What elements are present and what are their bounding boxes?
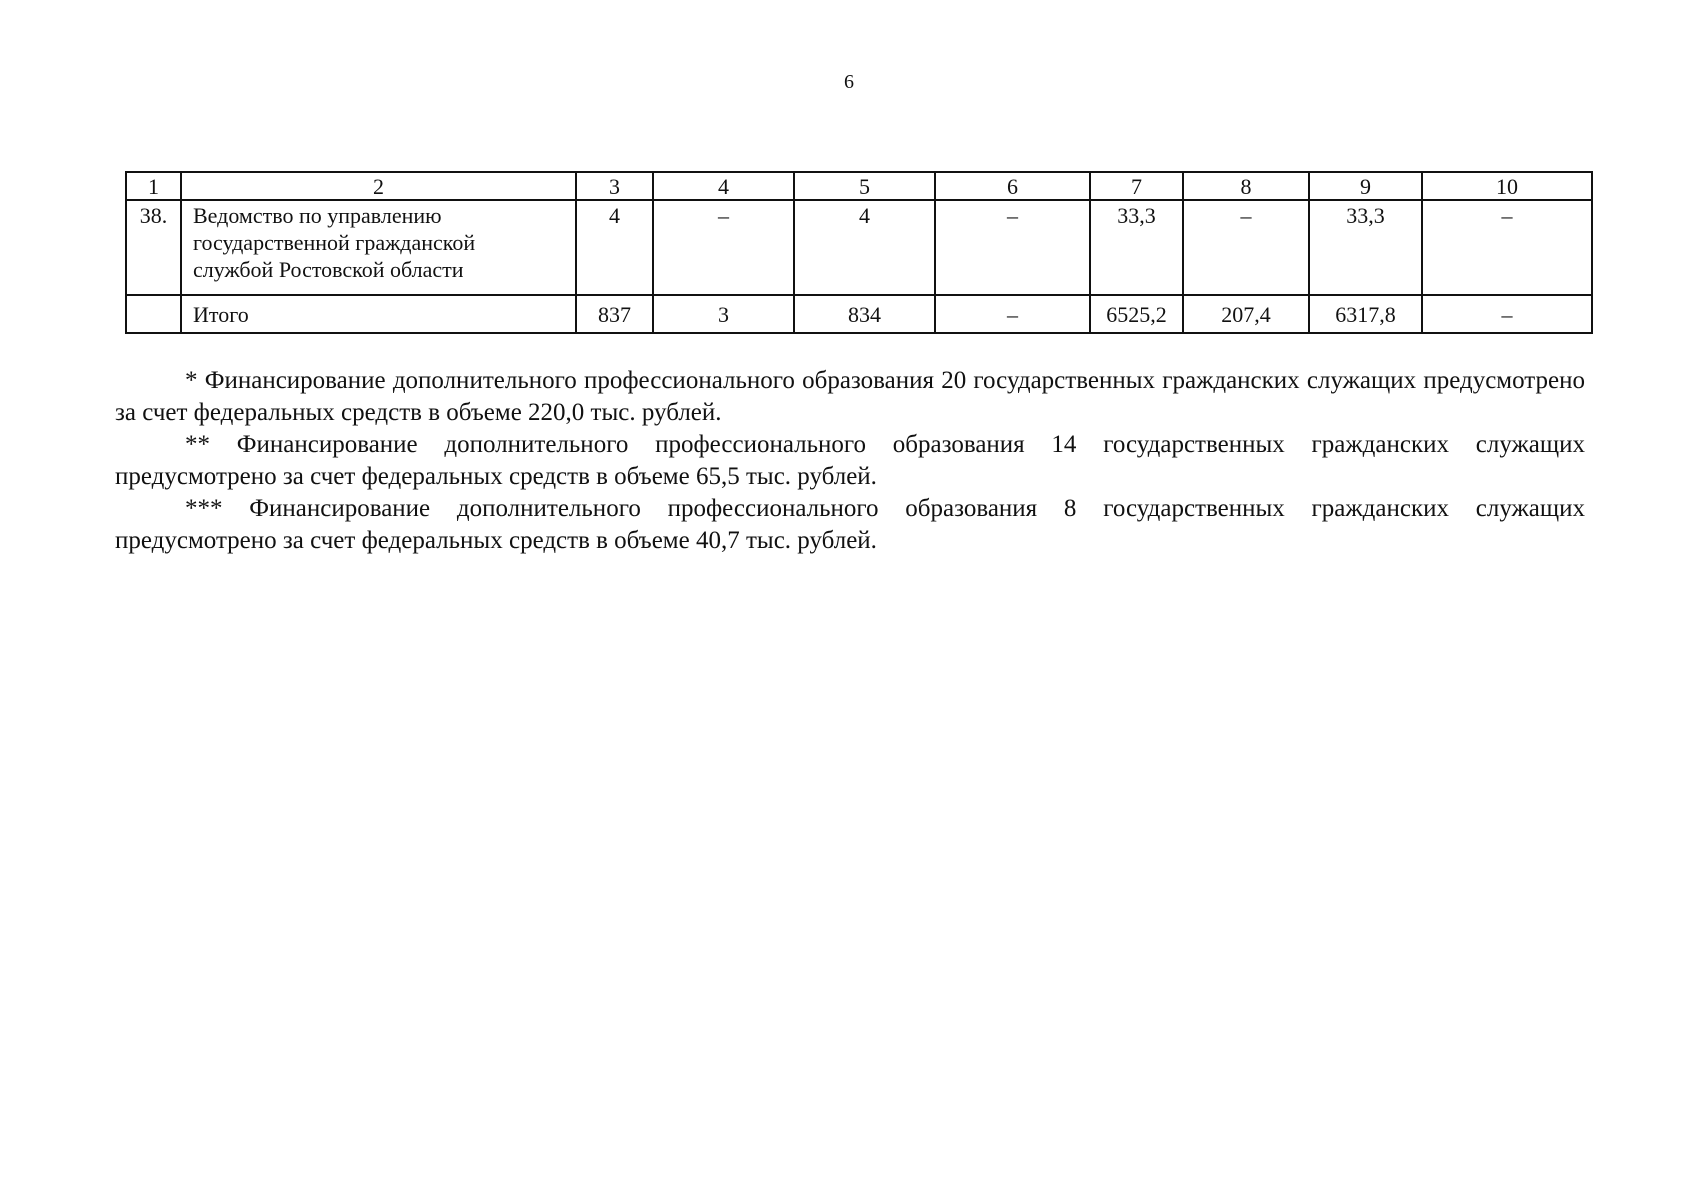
table-header-row bbox=[126, 172, 1592, 200]
table-cell: – bbox=[935, 200, 1090, 295]
column-header: 9 bbox=[1309, 172, 1422, 200]
table-cell: 4 bbox=[576, 200, 653, 295]
data-table bbox=[125, 171, 1593, 334]
table-cell: 837 bbox=[576, 295, 653, 333]
table-cell: – bbox=[1422, 200, 1592, 295]
column-header: 8 bbox=[1183, 172, 1309, 200]
table-cell: 6525,2 bbox=[1090, 295, 1183, 333]
table-cell: 33,3 bbox=[1309, 200, 1422, 295]
column-header: 6 bbox=[935, 172, 1090, 200]
table-cell: – bbox=[653, 200, 794, 295]
column-header: 3 bbox=[576, 172, 653, 200]
table-cell: 6317,8 bbox=[1309, 295, 1422, 333]
table-cell: 4 bbox=[794, 200, 935, 295]
total-row bbox=[126, 295, 1592, 333]
table-cell: – bbox=[935, 295, 1090, 333]
footnote: ** Финансирование дополнительного профессионального образования 14 государственных гражданских служащих предусмотрено за счет федеральных средств в объеме 65,5 тыс. рублей. bbox=[115, 431, 1585, 490]
column-header: 10 bbox=[1422, 172, 1592, 200]
column-header: 4 bbox=[653, 172, 794, 200]
page-number: 6 bbox=[844, 71, 854, 93]
footnotes bbox=[115, 365, 1585, 557]
column-header: 2 bbox=[181, 172, 576, 200]
column-header: 1 bbox=[126, 172, 181, 200]
total-label: Итого bbox=[181, 295, 576, 333]
row-number: 38. bbox=[126, 200, 181, 295]
department-name-line: Ведомство по управлению bbox=[193, 203, 442, 228]
table-cell: 834 bbox=[794, 295, 935, 333]
table-cell: 207,4 bbox=[1183, 295, 1309, 333]
column-header: 5 bbox=[794, 172, 935, 200]
table-cell: – bbox=[1183, 200, 1309, 295]
department-name bbox=[181, 200, 576, 295]
table-cell: – bbox=[1422, 295, 1592, 333]
department-name-line: службой Ростовской области bbox=[193, 257, 464, 282]
department-name-line: государственной гражданской bbox=[193, 230, 476, 255]
footnote: * Финансирование дополнительного профессионального образования 20 государственных гражданских служащих предусмотрено за счет федеральных средств в объеме 220,0 тыс. рублей. bbox=[115, 367, 1585, 426]
row-number bbox=[126, 295, 181, 333]
column-header: 7 bbox=[1090, 172, 1183, 200]
table-cell: 33,3 bbox=[1090, 200, 1183, 295]
table-row bbox=[126, 200, 1592, 295]
footnote: *** Финансирование дополнительного профессионального образования 8 государственных гражданских служащих предусмотрено за счет федеральных средств в объеме 40,7 тыс. рублей. bbox=[115, 495, 1585, 554]
table-cell: 3 bbox=[653, 295, 794, 333]
